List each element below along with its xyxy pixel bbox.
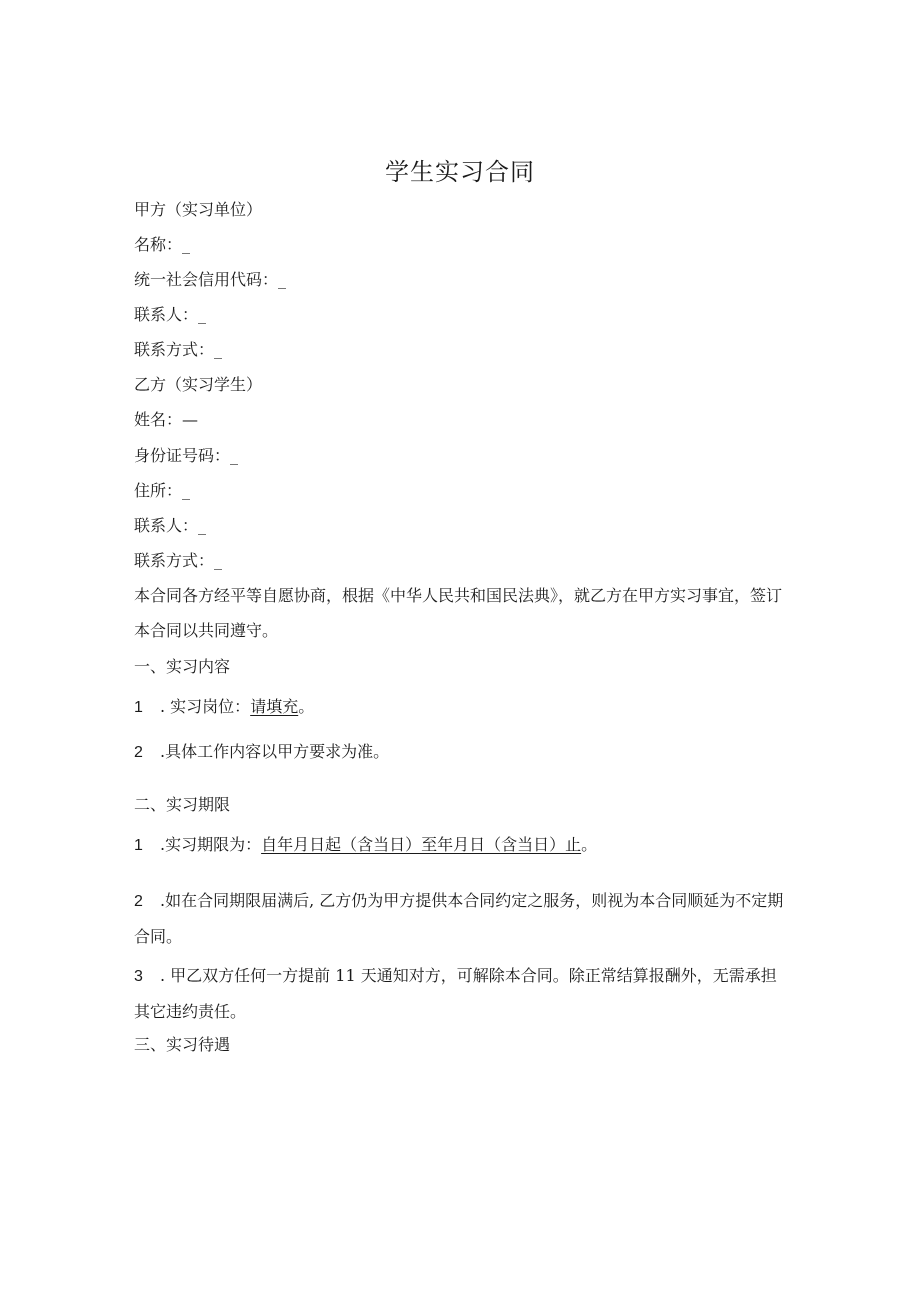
- document-title: 学生实习合同: [385, 158, 535, 186]
- party-b-id-number: 身份证号码：_: [134, 446, 239, 465]
- section-3-heading: 三、实习待遇: [134, 1035, 231, 1054]
- item-number: 2: [134, 744, 143, 761]
- section-1-heading: 一、实习内容: [134, 657, 231, 676]
- item-number: 3: [134, 968, 143, 985]
- party-a-heading: 甲方（实习单位）: [134, 200, 263, 219]
- section-2-item-2: [134, 883, 789, 954]
- party-b-phone: 联系方式：_: [134, 551, 223, 570]
- item-number: 2: [134, 893, 143, 910]
- section-1-item-2: [134, 742, 389, 763]
- party-a-phone: 联系方式：_: [134, 340, 223, 359]
- item-text: . 实习岗位：: [160, 697, 251, 716]
- section-1-item-1: 1 . 实习岗位：请填充。: [134, 697, 315, 716]
- section-2-heading: 二、实习期限: [134, 795, 231, 814]
- job-position-field[interactable]: 请填充: [250, 697, 299, 716]
- item-number: 1: [134, 837, 143, 854]
- section-2-item-3: [134, 958, 789, 1029]
- item-text: .实习期限为：: [160, 835, 262, 854]
- party-a-credit-code: 统一社会信用代码：_: [134, 270, 287, 289]
- item-number: 1: [134, 699, 143, 716]
- party-a-name: 名称：_: [134, 235, 191, 254]
- party-b-address: 住所：_: [134, 481, 191, 500]
- party-a-contact: 联系人：_: [134, 305, 207, 324]
- internship-period-field[interactable]: 自年月日起（含当日）至年月日（含当日）止: [261, 835, 582, 854]
- preamble-paragraph: 本合同各方经平等自愿协商，根据《中华人民共和国民法典》，就乙方在甲方实习事宜，签订本合同以共同遵守。: [134, 586, 783, 640]
- item-text: . 甲乙双方任何一方提前 11 天通知对方，可解除本合同。除正常结算报酬外，无需承担其它违约责任。: [134, 966, 777, 1021]
- section-2-item-1: 1 .实习期限为：自年月日起（含当日）至年月日（含当日）止。: [134, 835, 598, 854]
- party-b-contact: 联系人：_: [134, 516, 207, 535]
- party-b-heading: 乙方（实习学生）: [134, 375, 263, 394]
- item-text: .具体工作内容以甲方要求为准。: [160, 742, 390, 761]
- item-text: .如在合同期限届满后, 乙方仍为甲方提供本合同约定之服务，则视为本合同顺延为不定期合同。: [134, 891, 784, 946]
- party-b-name: 姓名：—: [134, 410, 199, 429]
